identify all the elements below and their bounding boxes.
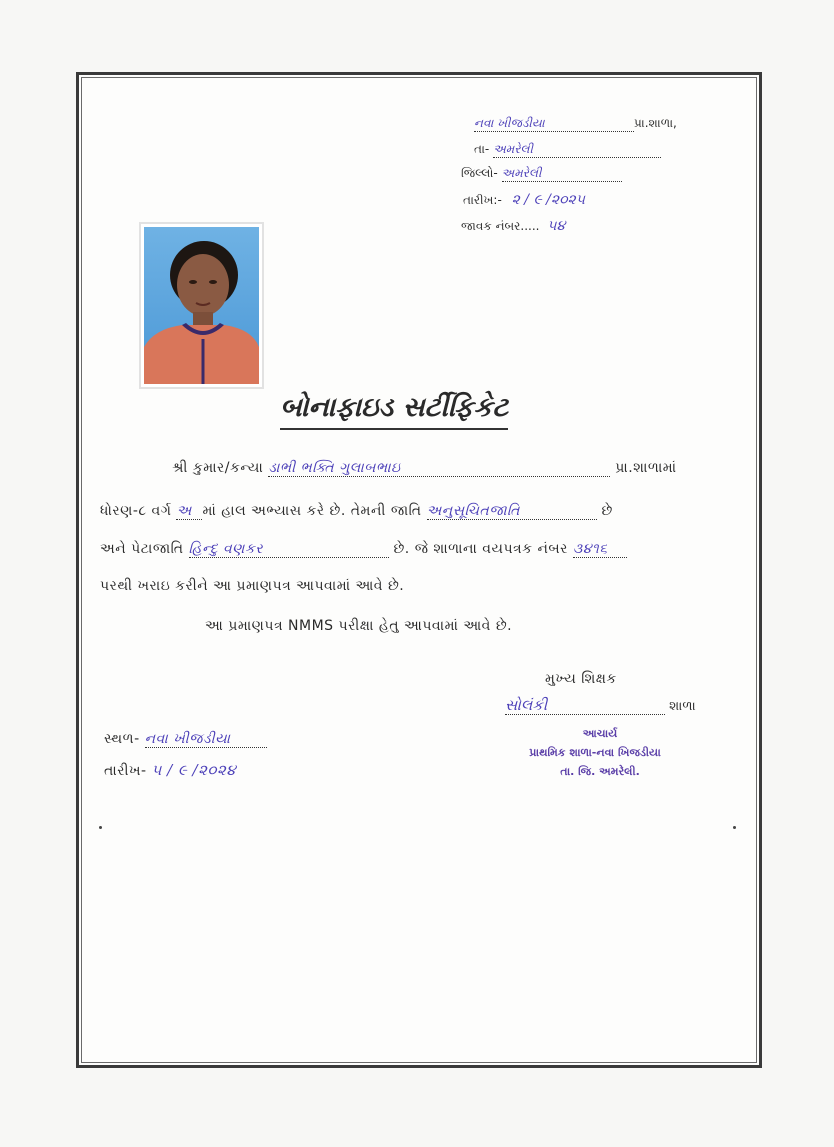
l2-end: છે: [601, 503, 613, 519]
body-line-4: પરથી ખરાઇ કરીને આ પ્રમાણપત્ર આપવામાં આવે છે.: [100, 578, 405, 594]
body-line-2: [100, 503, 613, 520]
certificate-title: બોનાફાઇડ સર્ટીફિકેટ: [280, 392, 508, 430]
taluka-label: તા-: [474, 142, 490, 156]
signature-school-word: શાળા: [669, 699, 696, 714]
header-date-value: ૨ / ૯ /૨૦૨૫: [511, 192, 585, 208]
school-name: નવા ખીજડીયા: [474, 116, 634, 132]
header-date-line: [463, 192, 585, 208]
header-date-label: તારીખ:-: [463, 193, 502, 207]
register-number: ૩૪૧૬: [573, 541, 627, 558]
mark-dot-left: [99, 826, 102, 829]
l3-mid: છે. જે શાળાના વયપત્રક નંબર: [393, 541, 568, 557]
footer-date-label: તારીખ-: [104, 763, 147, 779]
header-school-line: [474, 116, 677, 132]
subcaste: હિન્દુ વણકર: [189, 541, 389, 558]
stamp-line-3: તા. જિ. અમરેલી.: [560, 765, 640, 778]
school-suffix: પ્રા.શાળા,: [634, 116, 677, 130]
body-line-5: આ પ્રમાણપત્ર NMMS પરીક્ષા હેતુ આપવામાં આવે છે.: [205, 618, 513, 634]
footer-place-line: [104, 731, 267, 748]
header-taluka-line: [474, 142, 661, 158]
l2-mid: માં હાલ અભ્યાસ કરે છે. તેમની જાતિ: [202, 503, 422, 519]
header-outward-line: [461, 218, 565, 234]
headmaster-signature: સોલંકી: [505, 696, 665, 715]
l2-std: ધોરણ-૮ વર્ગ: [100, 503, 172, 519]
taluka-value: અમરેલી: [493, 142, 661, 158]
headmaster-role: મુખ્ય શિક્ષક: [545, 671, 617, 687]
footer-date-line: [104, 761, 236, 779]
district-value: અમરેલી: [502, 166, 622, 182]
student-photo-image: [144, 227, 259, 384]
footer-date-value: ૫ / ૯ /૨૦૨૪: [151, 761, 237, 779]
body-line-3: [100, 541, 627, 558]
header-district-line: [461, 166, 622, 182]
l3-prefix: અને પેટાજાતિ: [100, 541, 184, 557]
l1-prefix: શ્રી કુમાર/કન્યા: [172, 460, 264, 476]
division: અ: [176, 503, 202, 520]
stamp-line-1: આચાર્ય: [582, 727, 618, 740]
outward-label: જાવક નંબર.....: [461, 219, 540, 233]
outward-value: ૫૪: [547, 218, 566, 234]
caste: અનુસૂચિતજાતિ: [427, 503, 597, 520]
signature-line: [505, 696, 696, 715]
body-line-1: [172, 460, 677, 477]
l1-suffix: પ્રા.શાળામાં: [615, 460, 677, 476]
place-label: સ્થળ-: [104, 731, 140, 747]
student-photo: [139, 222, 264, 389]
mark-dot-right: [733, 826, 736, 829]
district-label: જિલ્લો-: [461, 166, 498, 180]
student-name: ડાભી ભક્તિ ગુલાબભાઇ: [268, 460, 610, 477]
stamp-line-2: પ્રાથમિક શાળા-નવા ખિજડીયા: [529, 746, 661, 759]
place-value: નવા ખીજડીયા: [145, 731, 267, 748]
